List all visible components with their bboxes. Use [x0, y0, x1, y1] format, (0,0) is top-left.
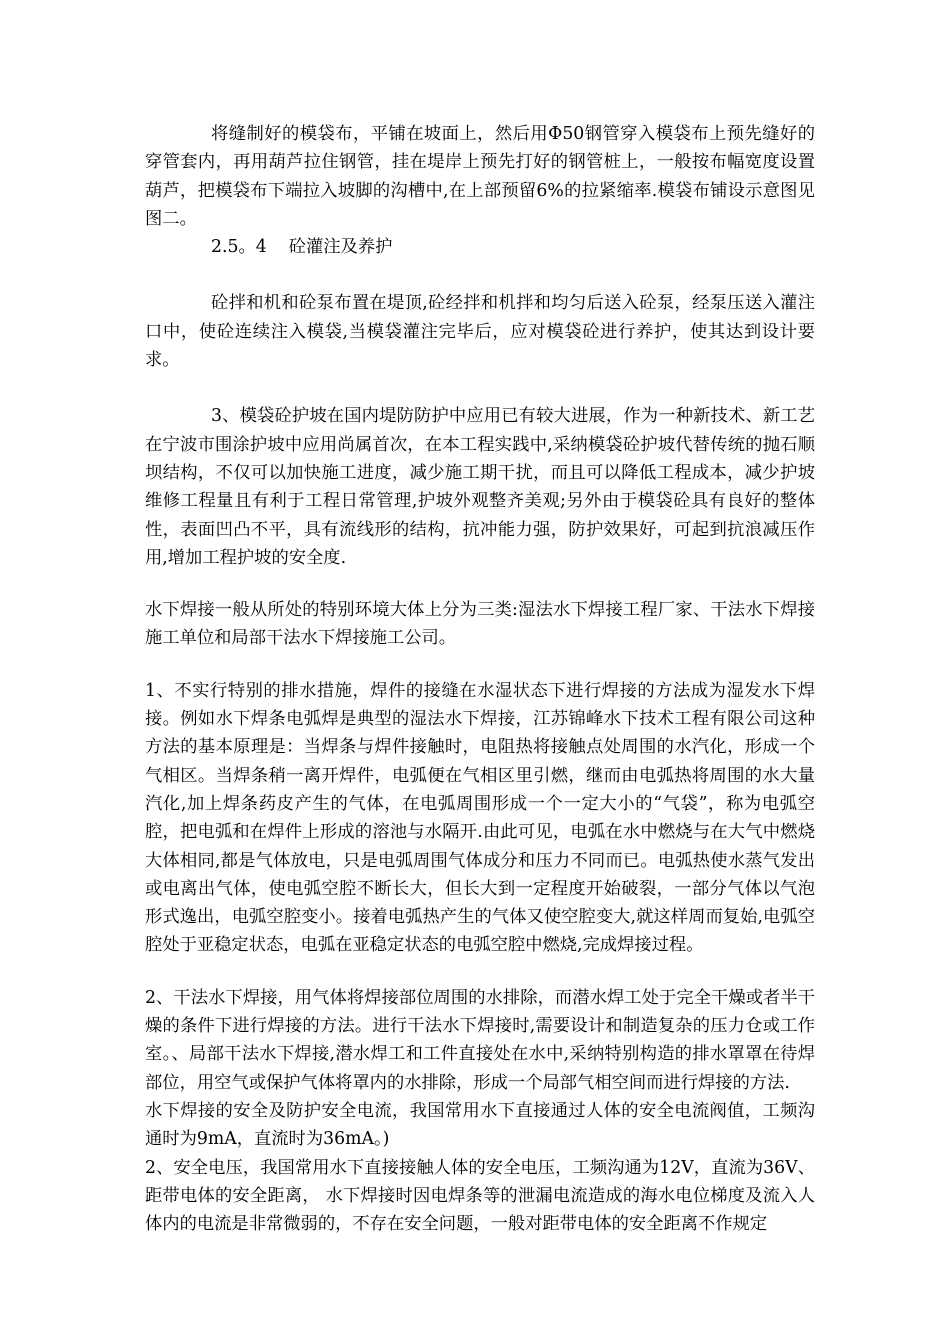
paragraph-dry-welding: 2、干法水下焊接，用气体将焊接部位周围的水排除，而潜水焊工处于完全干燥或者半干燥的条件下进行焊接的方法。进行干法水下焊接时,需要设计和制造复杂的压力仓或工作室。、局部干法水下焊接,潜水焊工和工件直接处在水中,采纳特别构造的排水罩罩在待焊部位，用空气或保护气体将罩内的水排除，形成一个局部气相空间而进行焊接的方法. — [145, 987, 815, 1093]
document-page — [145, 120, 815, 1238]
paragraph-underwater-welding-intro: 水下焊接一般从所处的特别环境大体上分为三类:湿法水下焊接工程厂家、干法水下焊接施工单位和局部干法水下焊接施工公司。 — [145, 600, 815, 649]
paragraph-safety-current: 水下焊接的安全及防护安全电流，我国常用水下直接通过人体的安全电流阀值，工频沟通时为9mA，直流时为36mA。) — [145, 1100, 815, 1150]
paragraph-mold-bag-slope-protection: 3、模袋砼护坡在国内堤防防护中应用已有较大进展，作为一种新技术、新工艺在宁波市围涂护坡中应用尚属首次，在本工程实践中,采纳模袋砼护坡代替传统的抛石顺坝结构，不仅可以加快施工进度，减少施工期干扰，而且可以降低工程成本，减少护坡维修工程量且有利于工程日常管理,护坡外观整齐美观;另外由于模袋砼具有良好的整体性，表面凹凸不平，具有流线形的结构，抗冲能力强，防护效果好，可起到抗浪减压作用,增加工程护坡的安全度. — [145, 406, 815, 568]
paragraph-wet-welding: 1、不实行特别的排水措施，焊件的接缝在水湿状态下进行焊接的方法成为湿发水下焊接。例如水下焊条电弧焊是典型的湿法水下焊接，江苏锦峰水下技术工程有限公司这种方法的基本原理是：当焊条与焊件接触时，电阻热将接触点处周围的水汽化，形成一个气相区。当焊条稍一离开焊件，电弧便在气相区里引燃，继而由电弧热将周围的水大量汽化,加上焊条药皮产生的气体，在电弧周围形成一个一定大小的“气袋”，称为电弧空腔，把电弧和在焊件上形成的溶池与水隔开.由此可见，电弧在水中燃烧与在大气中燃烧大体相同,都是气体放电，只是电弧周围气体成分和压力不同而已。电弧热使水蒸气发出或电离出气体，使电弧空腔不断长大，但长大到一定程度开始破裂，一部分气体以气泡形式逸出，电弧空腔变小。接着电弧热产生的气体又使空腔变大,就这样周而复始,电弧空腔处于亚稳定状态，电弧在亚稳定状态的电弧空腔中燃烧,完成焊接过程。 — [145, 680, 815, 956]
paragraph-concrete-mixing: 砼拌和机和砼泵布置在堤顶,砼经拌和机拌和均匀后送入砼泵，经泵压送入灌注口中，使砼连续注入模袋,当模袋灌注完毕后，应对模袋砼进行养护，使其达到设计要求。 — [145, 293, 815, 371]
paragraph-mold-bag-laying: 将缝制好的模袋布，平铺在坡面上，然后用Φ50钢管穿入模袋布上预先缝好的穿管套内，再用葫芦拉住钢管，挂在堤岸上预先打好的钢管桩上，一般按布幅宽度设置葫芦，把模袋布下端拉入坡脚的沟槽中,在上部预留6%的拉紧缩率.模袋布铺设示意图见图二。 — [145, 124, 815, 229]
paragraph-safety-voltage: 2、安全电压，我国常用水下直接接触人体的安全电压，工频沟通为12V，直流为36V、距带电体的安全距离， 水下焊接时因电焊条等的泄漏电流造成的海水电位梯度及流入人体内的电流是非常微弱的，不存在安全问题，一般对距带电体的安全距离不作规定 — [145, 1157, 815, 1235]
section-heading-concrete-pouring: 2.5。4 砼灌注及养护 — [211, 237, 393, 258]
